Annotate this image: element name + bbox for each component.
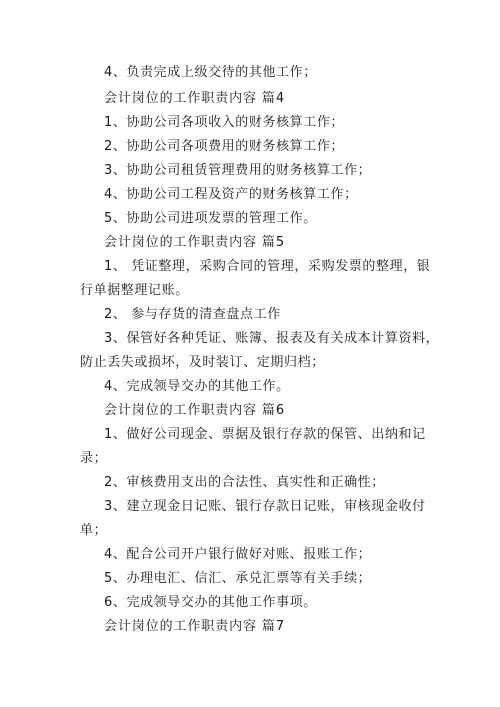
section-heading: 会计岗位的工作职责内容 篇6: [104, 403, 286, 418]
duty-item-line: 6、完成领导交办的其他工作事项。: [104, 595, 317, 610]
duty-item-line: 4、配合公司开户银行做好对账、报账工作；: [104, 547, 372, 562]
duty-item-line: 1、做好公司现金、票据及银行存款的保管、出纳和记: [104, 427, 426, 442]
section-heading: 会计岗位的工作职责内容 篇7: [104, 619, 286, 634]
duty-item-line: 1、协助公司各项收入的财务核算工作；: [104, 115, 345, 130]
duty-item-line: 3、建立现金日记账、银行存款日记账，审核现金收付: [104, 499, 426, 514]
duty-item-line: 2、 参与存货的清查盘点工作: [104, 307, 281, 322]
duty-item-continuation: 行单据整理记账。: [80, 283, 189, 298]
duty-item-line: 5、协助公司进项发票的管理工作。: [104, 211, 317, 226]
duty-item-continuation: 单；: [80, 523, 108, 538]
duty-item-continuation: 录；: [80, 451, 108, 466]
duty-item-line: 2、审核费用支出的合法性、真实性和正确性；: [104, 475, 385, 490]
duty-item-continuation: 防止丢失或损坏，及时装订、定期归档；: [80, 355, 325, 370]
duty-item-line: 2、协助公司各项费用的财务核算工作；: [104, 139, 345, 154]
duty-item-line: 3、协助公司租赁管理费用的财务核算工作；: [104, 163, 372, 178]
duty-item-line: 1、 凭证整理，采购合同的管理，采购发票的整理，银: [104, 259, 431, 274]
duty-item-line: 4、完成领导交办的其他工作。: [104, 379, 290, 394]
section-heading: 会计岗位的工作职责内容 篇4: [104, 91, 286, 106]
duty-item-line: 5、办理电汇、信汇、承兑汇票等有关手续；: [104, 571, 372, 586]
duty-item-line: 4、协助公司工程及资产的财务核算工作；: [104, 187, 358, 202]
section-heading: 会计岗位的工作职责内容 篇5: [104, 235, 286, 250]
duty-item-line: 4、负责完成上级交待的其他工作；: [104, 65, 317, 80]
duty-item-line: 3、保管好各种凭证、账簿、报表及有关成本计算资料，: [104, 331, 440, 346]
